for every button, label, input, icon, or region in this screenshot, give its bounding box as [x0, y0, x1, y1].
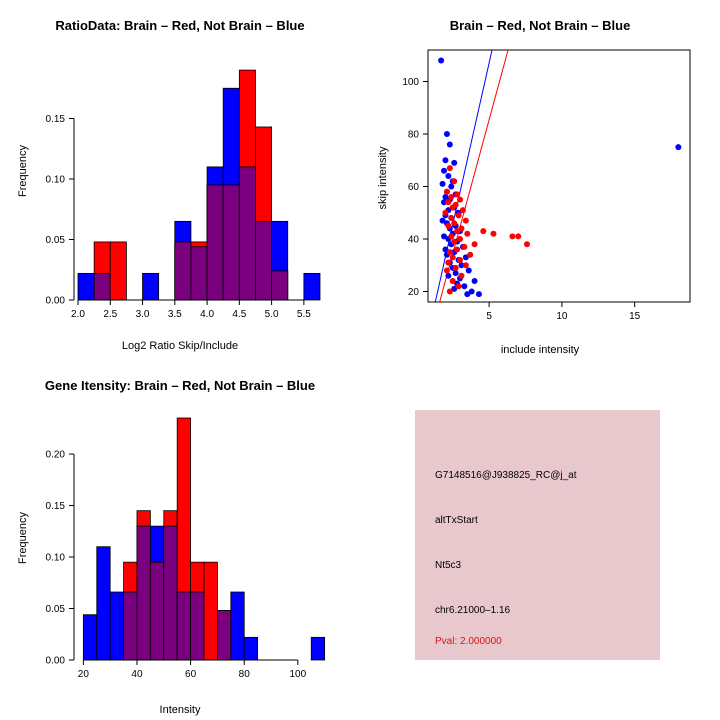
hist-bar-not-brain — [110, 592, 123, 660]
y-tick-label: 0.10 — [45, 552, 65, 564]
scatter-point — [450, 278, 456, 284]
plot-area — [435, 50, 681, 302]
scatter-point — [442, 157, 448, 163]
scatter-point — [448, 233, 454, 239]
hist-intensity-xlabel: Intensity — [159, 704, 201, 716]
scatter-point — [440, 181, 446, 187]
hist-ratio-title: RatioData: Brain – Red, Not Brain – Blue — [55, 18, 305, 33]
y-tick-label: 0.20 — [45, 449, 65, 461]
hist-intensity-title: Gene Itensity: Brain – Red, Not Brain – Blue — [44, 378, 316, 393]
scatter-point — [441, 168, 447, 174]
x-tick-label: 5.0 — [264, 309, 279, 320]
y-tick-label: 0.15 — [45, 501, 65, 513]
gene-info-box — [415, 410, 660, 660]
hist-bar-overlap — [137, 526, 150, 660]
hist-bar-overlap — [175, 242, 191, 300]
panel-hist-intensity — [0, 360, 360, 720]
hist-bar-overlap — [191, 247, 207, 300]
hist-bar-not-brain — [78, 273, 94, 300]
y-tick-label: 0.00 — [45, 295, 65, 307]
hist-bar-overlap — [164, 526, 177, 660]
hist-bar-not-brain — [83, 615, 96, 660]
scatter-point — [461, 244, 467, 250]
scatter-point — [491, 231, 497, 237]
scatter-point — [445, 273, 451, 279]
scatter-point — [454, 228, 460, 234]
hist-bar-not-brain — [143, 273, 159, 300]
panel-scatter — [360, 0, 720, 360]
scatter-point — [448, 215, 454, 221]
x-tick-label: 100 — [289, 669, 307, 680]
scatter-point — [451, 178, 457, 184]
y-tick-label: 60 — [407, 182, 419, 193]
y-tick-label: 0.05 — [45, 604, 65, 616]
scatter-point — [460, 207, 466, 213]
scatter-point — [472, 278, 478, 284]
scatter-point — [450, 254, 456, 260]
x-tick-label: 3.0 — [135, 309, 150, 320]
x-tick-label: 4.5 — [232, 309, 247, 320]
y-tick-label: 0.15 — [45, 114, 65, 125]
scatter-point — [457, 257, 463, 263]
info-line-1: altTxStart — [435, 515, 478, 526]
x-tick-label: 2.5 — [103, 309, 118, 320]
scatter-point — [445, 199, 451, 205]
hist-bar-not-brain — [304, 273, 320, 300]
scatter-point — [458, 273, 464, 279]
hist-bar-overlap — [239, 167, 255, 300]
hist-bar-overlap — [272, 271, 288, 300]
scatter-point — [463, 262, 469, 268]
hist-bar-overlap — [223, 185, 239, 300]
scatter-point — [445, 173, 451, 179]
hist-bar-overlap — [150, 562, 163, 660]
x-tick-label: 5.5 — [296, 309, 311, 320]
scatter-point — [450, 205, 456, 211]
hist-bar-overlap — [217, 611, 230, 660]
hist-bar-overlap — [255, 221, 271, 300]
hist-intensity-plot — [0, 360, 360, 720]
scatter-point — [444, 131, 450, 137]
scatter-point — [438, 58, 444, 64]
x-tick-label: 10 — [556, 311, 568, 322]
info-pval: Pval: 2.000000 — [435, 636, 502, 647]
x-tick-label: 60 — [185, 669, 197, 680]
hist-bar-brain — [110, 242, 126, 300]
info-line-2: Nt5c3 — [435, 560, 462, 571]
scatter-point — [453, 265, 459, 271]
hist-bar-not-brain — [97, 547, 110, 660]
scatter-point — [453, 270, 459, 276]
info-line-3: chr6.21000–1.16 — [435, 605, 511, 616]
x-tick-label: 5 — [486, 311, 492, 322]
scatter-point — [447, 249, 453, 255]
y-tick-label: 100 — [402, 77, 419, 88]
scatter-point — [454, 247, 460, 253]
y-tick-label: 80 — [407, 129, 419, 141]
scatter-point — [444, 268, 450, 274]
scatter-point — [442, 210, 448, 216]
hist-bar-overlap — [207, 185, 223, 300]
scatter-point — [444, 189, 450, 195]
hist-bar-overlap — [124, 592, 137, 660]
hist-bar-not-brain — [244, 637, 257, 660]
y-tick-label: 0.10 — [45, 174, 65, 186]
scatter-point — [448, 194, 454, 200]
y-tick-label: 0.05 — [45, 235, 65, 246]
scatter-point — [515, 233, 521, 239]
hist-ratio-plot — [0, 0, 360, 360]
scatter-point — [451, 239, 457, 245]
scatter-point — [461, 283, 467, 289]
hist-intensity-ylabel: Frequency — [17, 512, 29, 564]
hist-ratio-xlabel: Log2 Ratio Skip/Include — [121, 340, 239, 352]
panel-hist-ratio — [0, 0, 360, 360]
scatter-point — [447, 289, 453, 295]
scatter-point — [457, 197, 463, 203]
scatter-point — [466, 268, 472, 274]
scatter-point — [476, 291, 482, 297]
scatter-point — [464, 291, 470, 297]
hist-bar-overlap — [177, 592, 190, 660]
scatter-point — [456, 212, 462, 218]
x-tick-label: 2.0 — [71, 309, 85, 320]
scatter-point — [451, 160, 457, 166]
hist-bar-not-brain — [311, 637, 324, 660]
scatter-title: Brain – Red, Not Brain – Blue — [449, 18, 631, 33]
hist-bar-overlap — [191, 592, 204, 660]
scatter-point — [467, 252, 473, 258]
y-tick-label: 0.00 — [45, 655, 65, 667]
scatter-point — [454, 191, 460, 197]
scatter-xlabel: include intensity — [500, 344, 580, 356]
x-tick-label: 20 — [77, 669, 89, 680]
x-tick-label: 80 — [238, 669, 250, 680]
scatter-ylabel: skip intensity — [377, 146, 389, 210]
scatter-point — [464, 231, 470, 237]
hist-ratio-ylabel: Frequency — [17, 145, 29, 197]
scatter-point — [463, 218, 469, 224]
scatter-point — [480, 228, 486, 234]
scatter-point — [472, 241, 478, 247]
x-tick-label: 40 — [131, 669, 143, 680]
hist-bar-overlap — [94, 273, 110, 300]
y-tick-label: 20 — [407, 287, 419, 298]
hist-bar-brain — [204, 562, 217, 660]
info-line-0: G7148516@J938825_RC@j_at — [435, 470, 577, 481]
scatter-point — [448, 184, 454, 190]
scatter-point — [457, 236, 463, 242]
hist-bar-not-brain — [231, 592, 244, 660]
x-tick-label: 15 — [629, 311, 641, 322]
scatter-point — [445, 260, 451, 266]
scatter-point — [447, 165, 453, 171]
scatter-point — [445, 223, 451, 229]
scatter-point — [509, 233, 515, 239]
scatter-point — [451, 220, 457, 226]
x-tick-label: 4.0 — [200, 309, 215, 320]
scatter-plot — [360, 0, 720, 360]
scatter-point — [675, 144, 681, 150]
scatter-point — [456, 283, 462, 289]
scatter-point — [524, 241, 530, 247]
y-tick-label: 40 — [407, 234, 419, 246]
scatter-point — [447, 142, 453, 148]
x-tick-label: 3.5 — [167, 309, 182, 320]
